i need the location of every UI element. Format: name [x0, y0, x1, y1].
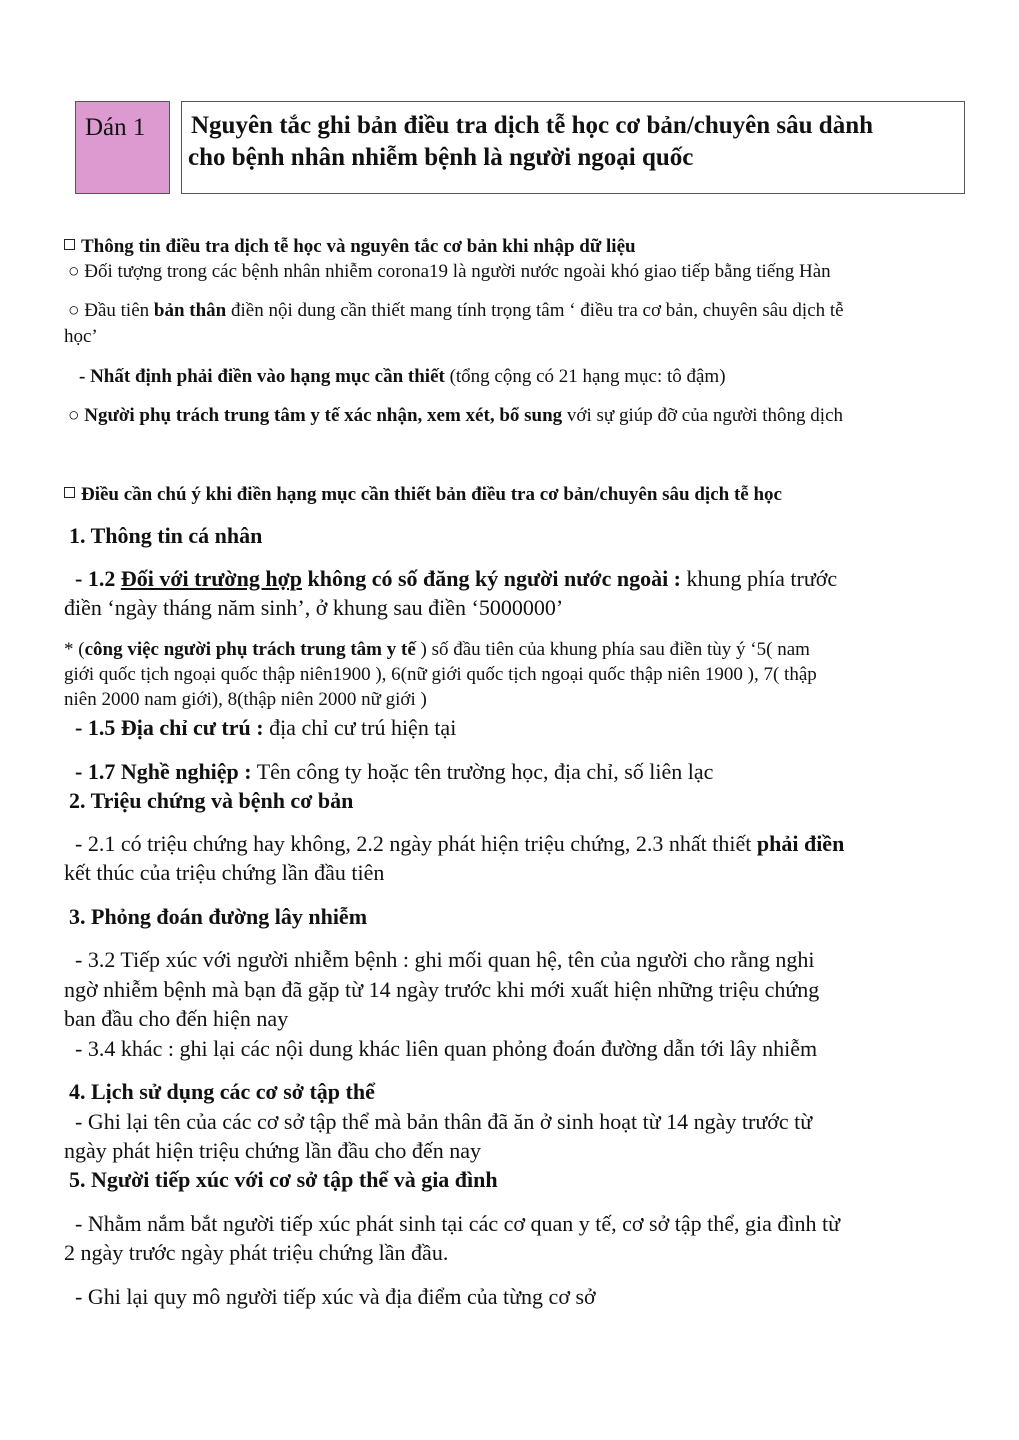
item-2-1-cont: kết thúc của triệu chứng lần đầu tiên [64, 860, 385, 885]
checkbox-square-icon [64, 487, 75, 498]
item-5a-line-2: 2 ngày trước ngày phát triệu chứng lần đầu. [64, 1240, 449, 1265]
item-5b: - Ghi lại quy mô người tiếp xúc và địa điểm của từng cơ sở [75, 1284, 596, 1309]
section1-line-b: ○ Đầu tiên bản thân điền nội dung cần thiết mang tính trọng tâm ‘ điều tra cơ bản, chuyên sâu dịch tễ [68, 300, 844, 321]
item-2-1: - 2.1 có triệu chứng hay không, 2.2 ngày phát hiện triệu chứng, 2.3 nhất thiết phải điền [75, 831, 845, 856]
section1-line-a: ○ Đối tượng trong các bệnh nhân nhiễm corona19 là người nước ngoài khó giao tiếp bằng tiếng Hàn [68, 261, 831, 282]
section1-line-d: ○ Người phụ trách trung tâm y tế xác nhận, xem xét, bổ sung với sự giúp đỡ của người thông dịch [68, 405, 843, 426]
checkbox-square-icon [64, 239, 75, 250]
note-line-3: niên 2000 nam giới), 8(thập niên 2000 nữ giới ) [64, 689, 427, 710]
item-1-7: - 1.7 Nghề nghiệp : Tên công ty hoặc tên trường học, địa chỉ, số liên lạc [75, 759, 714, 784]
section1-line-c: - Nhất định phải điền vào hạng mục cần thiết (tổng cộng có 21 hạng mục: tô đậm) [79, 366, 726, 387]
item-3-4: - 3.4 khác : ghi lại các nội dung khác liên quan phỏng đoán đường dẫn tới lây nhiễm [75, 1036, 818, 1061]
heading-personal-info: 1. Thông tin cá nhân [69, 523, 263, 548]
attachment-tag [75, 101, 170, 194]
section1-line-b-cont: học’ [64, 326, 98, 347]
item-1-2-cont: điền ‘ngày tháng năm sinh’, ở khung sau điền ‘5000000’ [64, 595, 564, 620]
heading-facility-usage: 4. Lịch sử dụng các cơ sở tập thể [69, 1079, 375, 1104]
item-3-2-line-1: - 3.2 Tiếp xúc với người nhiễm bệnh : ghi mối quan hệ, tên của người cho rằng nghi [75, 947, 815, 972]
note-line-2: giới quốc tịch ngoại quốc thập niên1900 ), 6(nữ giới quốc tịch ngoại quốc thập niên 1900 ), 7( thập [64, 664, 817, 685]
note-line-1: * (công việc người phụ trách trung tâm y tế ) số đầu tiên của khung phía sau điền tùy ý ‘5( nam [64, 639, 810, 660]
attachment-tag-label: Dán 1 [85, 114, 146, 141]
item-5a-line-1: - Nhằm nắm bắt người tiếp xúc phát sinh tại các cơ quan y tế, cơ sở tập thể, gia đình từ [75, 1211, 841, 1236]
section1-heading: Thông tin điều tra dịch tễ học và nguyên tắc cơ bản khi nhập dữ liệu [64, 234, 636, 259]
heading-contacts: 5. Người tiếp xúc với cơ sở tập thể và gia đình [69, 1167, 498, 1192]
title-box [181, 101, 965, 194]
section2-heading: Điều cần chú ý khi điền hạng mục cần thiết bản điều tra cơ bản/chuyên sâu dịch tễ học [64, 482, 782, 507]
item-1-5: - 1.5 Địa chỉ cư trú : địa chỉ cư trú hiện tại [75, 715, 457, 740]
item-1-2: - 1.2 Đối với trường hợp không có số đăng ký người nước ngoài : khung phía trước [75, 566, 838, 591]
item-3-2-line-3: ban đầu cho đến hiện nay [64, 1006, 289, 1031]
title-line-2: cho bệnh nhân nhiễm bệnh là người ngoại quốc [188, 144, 694, 171]
item-4-line-1: - Ghi lại tên của các cơ sở tập thể mà bản thân đã ăn ở sinh hoạt từ 14 ngày trước từ [75, 1109, 813, 1134]
item-3-2-line-2: ngờ nhiễm bệnh mà bạn đã gặp từ 14 ngày trước khi mới xuất hiện những triệu chứng [64, 977, 820, 1002]
title-line-1: Nguyên tắc ghi bản điều tra dịch tễ học cơ bản/chuyên sâu dành [191, 112, 874, 139]
heading-symptoms: 2. Triệu chứng và bệnh cơ bản [69, 788, 354, 813]
heading-infection-route: 3. Phỏng đoán đường lây nhiễm [69, 904, 368, 929]
item-4-line-2: ngày phát hiện triệu chứng lần đầu cho đến nay [64, 1138, 481, 1163]
